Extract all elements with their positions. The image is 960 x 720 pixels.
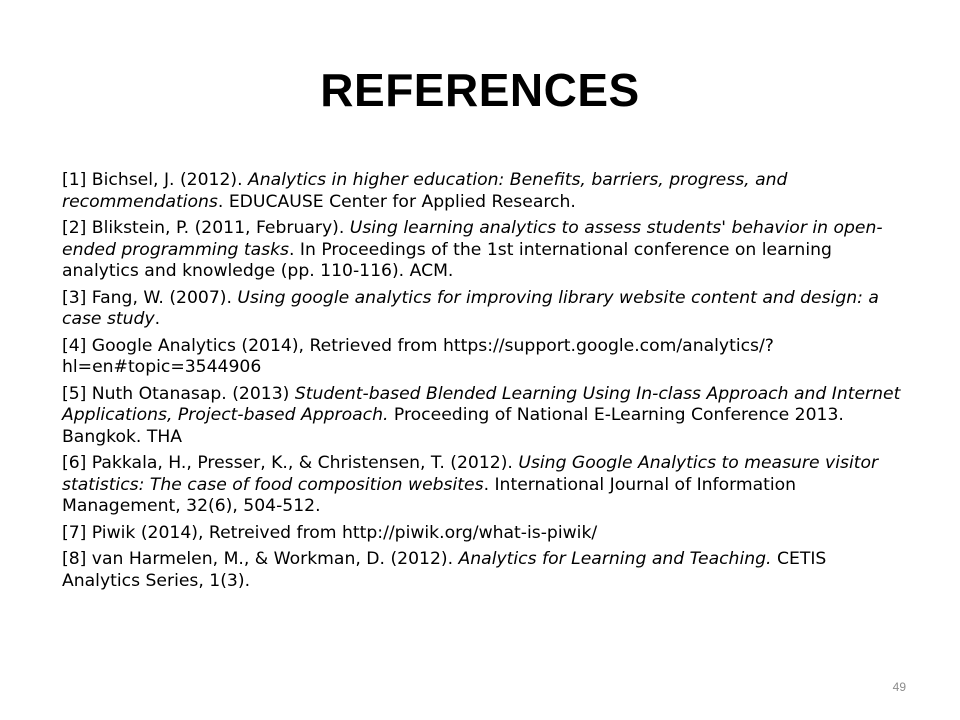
reference-list [62,170,902,597]
reference-authors: [8] van Harmelen, M., & Workman, D. (2012). [62,549,459,569]
reference-title: Student-based Blended Learning Using In-class Approach and Internet Applications, Project-based Approach. [62,383,901,425]
reference-authors: [3] Fang, W. (2007). [62,287,238,308]
reference-authors: [4] Google Analytics (2014), Retrieved from https://support.google.com/analytics/?hl=en#topic=3544906 [62,335,774,377]
reference-title: Using google analytics for improving library website content and design: a case study [62,287,879,329]
reference-source: . International Journal of Information Management, 32(6), 504-512. [62,474,797,516]
reference-authors: [6] Pakkala, H., Presser, K., & Christensen, T. (2012). [62,453,519,473]
reference-item [62,218,902,283]
reference-source: . EDUCAUSE Center for Applied Research. [217,191,576,212]
reference-title: Analytics for Learning and Teaching. [458,549,772,569]
reference-source: Proceeding of National E-Learning Conference 2013. Bangkok. THA [62,405,844,447]
reference-item [62,288,902,331]
reference-item [62,549,902,592]
reference-authors: [5] Nuth Otanasap. (2013) [62,383,295,404]
reference-item [62,170,902,213]
reference-authors: [2] Blikstein, P. (2011, February). [62,218,350,238]
reference-authors: [7] Piwik (2014), Retreived from http://piwik.org/what-is-piwik/ [62,522,598,543]
reference-source: . [154,309,161,329]
page-number: 49 [892,680,906,694]
reference-item [62,336,902,379]
slide-title: REFERENCES [320,64,640,116]
reference-title: Using learning analytics to assess students' behavior in open-ended programming tasks [62,218,883,260]
reference-source: CETIS Analytics Series, 1(3). [62,549,827,591]
reference-authors: [1] Bichsel, J. (2012). [62,170,249,190]
reference-item [62,453,902,518]
reference-source: . In Proceedings of the 1st international conference on learning analytics and knowledge (pp. 110-116). ACM. [62,239,832,281]
reference-item [62,523,902,545]
reference-title: Using Google Analytics to measure visitor statistics: The case of food composition websites [62,453,879,495]
reference-title: Analytics in higher education: Benefits, barriers, progress, and recommendations [62,170,788,212]
reference-item [62,384,902,449]
